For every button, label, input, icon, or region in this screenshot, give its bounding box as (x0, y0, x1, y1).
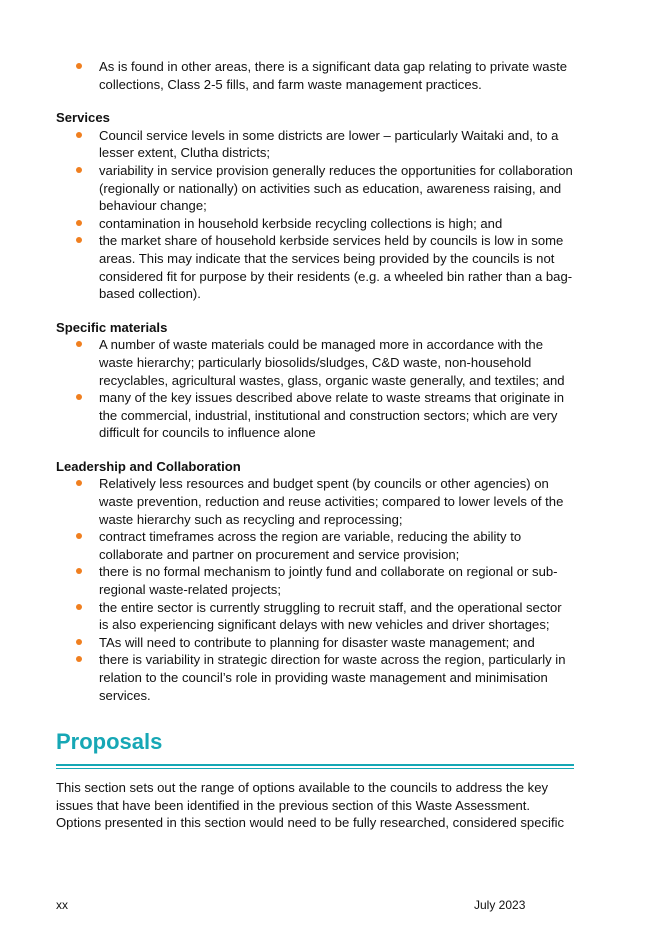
section-title-leadership: Leadership and Collaboration (56, 458, 241, 474)
bullet-dot-icon (76, 394, 82, 400)
bullet-text: TAs will need to contribute to planning for disaster waste management; and (99, 634, 535, 650)
bullet-item (56, 127, 574, 162)
bullet-text: many of the key issues described above relate to waste streams that originate in the commercial, industrial, institutional and construction sectors; which are very difficult for councils to influence alone (99, 390, 565, 441)
bullet-dot-icon (76, 63, 82, 69)
bullet-item (56, 336, 574, 389)
bullet-dot-icon (76, 604, 82, 610)
bullet-item (56, 563, 574, 598)
bullet-text: As is found in other areas, there is a significant data gap relating to private waste collections, Class 2-5 fills, and farm waste management practices. (99, 59, 568, 92)
bullet-item (56, 389, 574, 442)
bullet-text: Relatively less resources and budget spent (by councils or other agencies) on waste prevention, reduction and reuse activities; compared to lower levels of the waste hierarchy such as recycling and reprocessing; (99, 476, 564, 527)
bullet-text: Council service levels in some districts are lower – particularly Waitaki and, to a lesser extent, Clutha districts; (99, 127, 559, 161)
bullet-text: there is no formal mechanism to jointly fund and collaborate on regional or sub-regional waste-related projects; (99, 564, 558, 598)
bullet-dot-icon (76, 568, 82, 574)
bullet-dot-icon (76, 132, 82, 138)
bullet-item (56, 599, 574, 634)
proposals-paragraph: This section sets out the range of options available to the councils to address the key issues that have been identified in the previous section of this Waste Assessment. Options presented in this section would need to be fully researched, considered specific (56, 780, 565, 831)
bullet-item (56, 528, 574, 563)
bullet-text: variability in service provision generally reduces the opportunities for collaboration (regionally or nationally) on activities such as education, awareness raising, and behaviour change; (99, 162, 573, 214)
bullet-text: contract timeframes across the region are variable, reducing the ability to collaborate and partner on procurement and service provision; (99, 529, 522, 562)
bullet-item (56, 58, 574, 93)
bullet-dot-icon (76, 639, 82, 645)
services-bullet-list (56, 127, 574, 303)
bullet-item (56, 232, 574, 302)
bullet-text: A number of waste materials could be managed more in accordance with the waste hierarchy; particularly biosolids/sludges, C&D waste, non-household recyclables, agricultural wastes, glass, organic waste generally, and textiles; and (99, 337, 565, 388)
proposals-heading: Proposals (56, 729, 163, 755)
bullet-text: there is variability in strategic direction for waste across the region, particularly in relation to the council’s role in providing waste management and minimisation services. (99, 652, 566, 703)
bullet-dot-icon (76, 341, 82, 347)
heading-divider-secondary (56, 768, 574, 769)
bullet-dot-icon (76, 533, 82, 539)
bullet-dot-icon (76, 656, 82, 662)
intro-bullet-list (56, 58, 574, 93)
bullet-item (56, 651, 574, 704)
bullet-dot-icon (76, 220, 82, 226)
section-title-services: Services (56, 110, 110, 126)
bullet-dot-icon (76, 480, 82, 486)
bullet-text: contamination in household kerbside recycling collections is high; and (99, 215, 503, 231)
bullet-item (56, 215, 574, 233)
bullet-item (56, 634, 574, 652)
bullet-dot-icon (76, 237, 82, 243)
footer-page-number: xx (56, 898, 68, 912)
bullet-text: the entire sector is currently struggling to recruit staff, and the operational sector is also experiencing significant delays with new vehicles and driver shortages; (99, 599, 562, 633)
bullet-item (56, 162, 574, 215)
heading-divider (56, 764, 574, 766)
leadership-bullet-list (56, 475, 574, 704)
page-content (56, 58, 574, 832)
bullet-item (56, 475, 574, 528)
footer-date: July 2023 (474, 898, 526, 912)
bullet-text: the market share of household kerbside services held by councils is low in some areas. This may indicate that the services being provided by the councils is not considered fit for purpose by their residents (e.g. a wheeled bin rather than a bag-based collection). (99, 233, 573, 302)
bullet-dot-icon (76, 167, 82, 173)
specific-materials-bullet-list (56, 336, 574, 442)
section-title-specific-materials: Specific materials (56, 319, 168, 335)
